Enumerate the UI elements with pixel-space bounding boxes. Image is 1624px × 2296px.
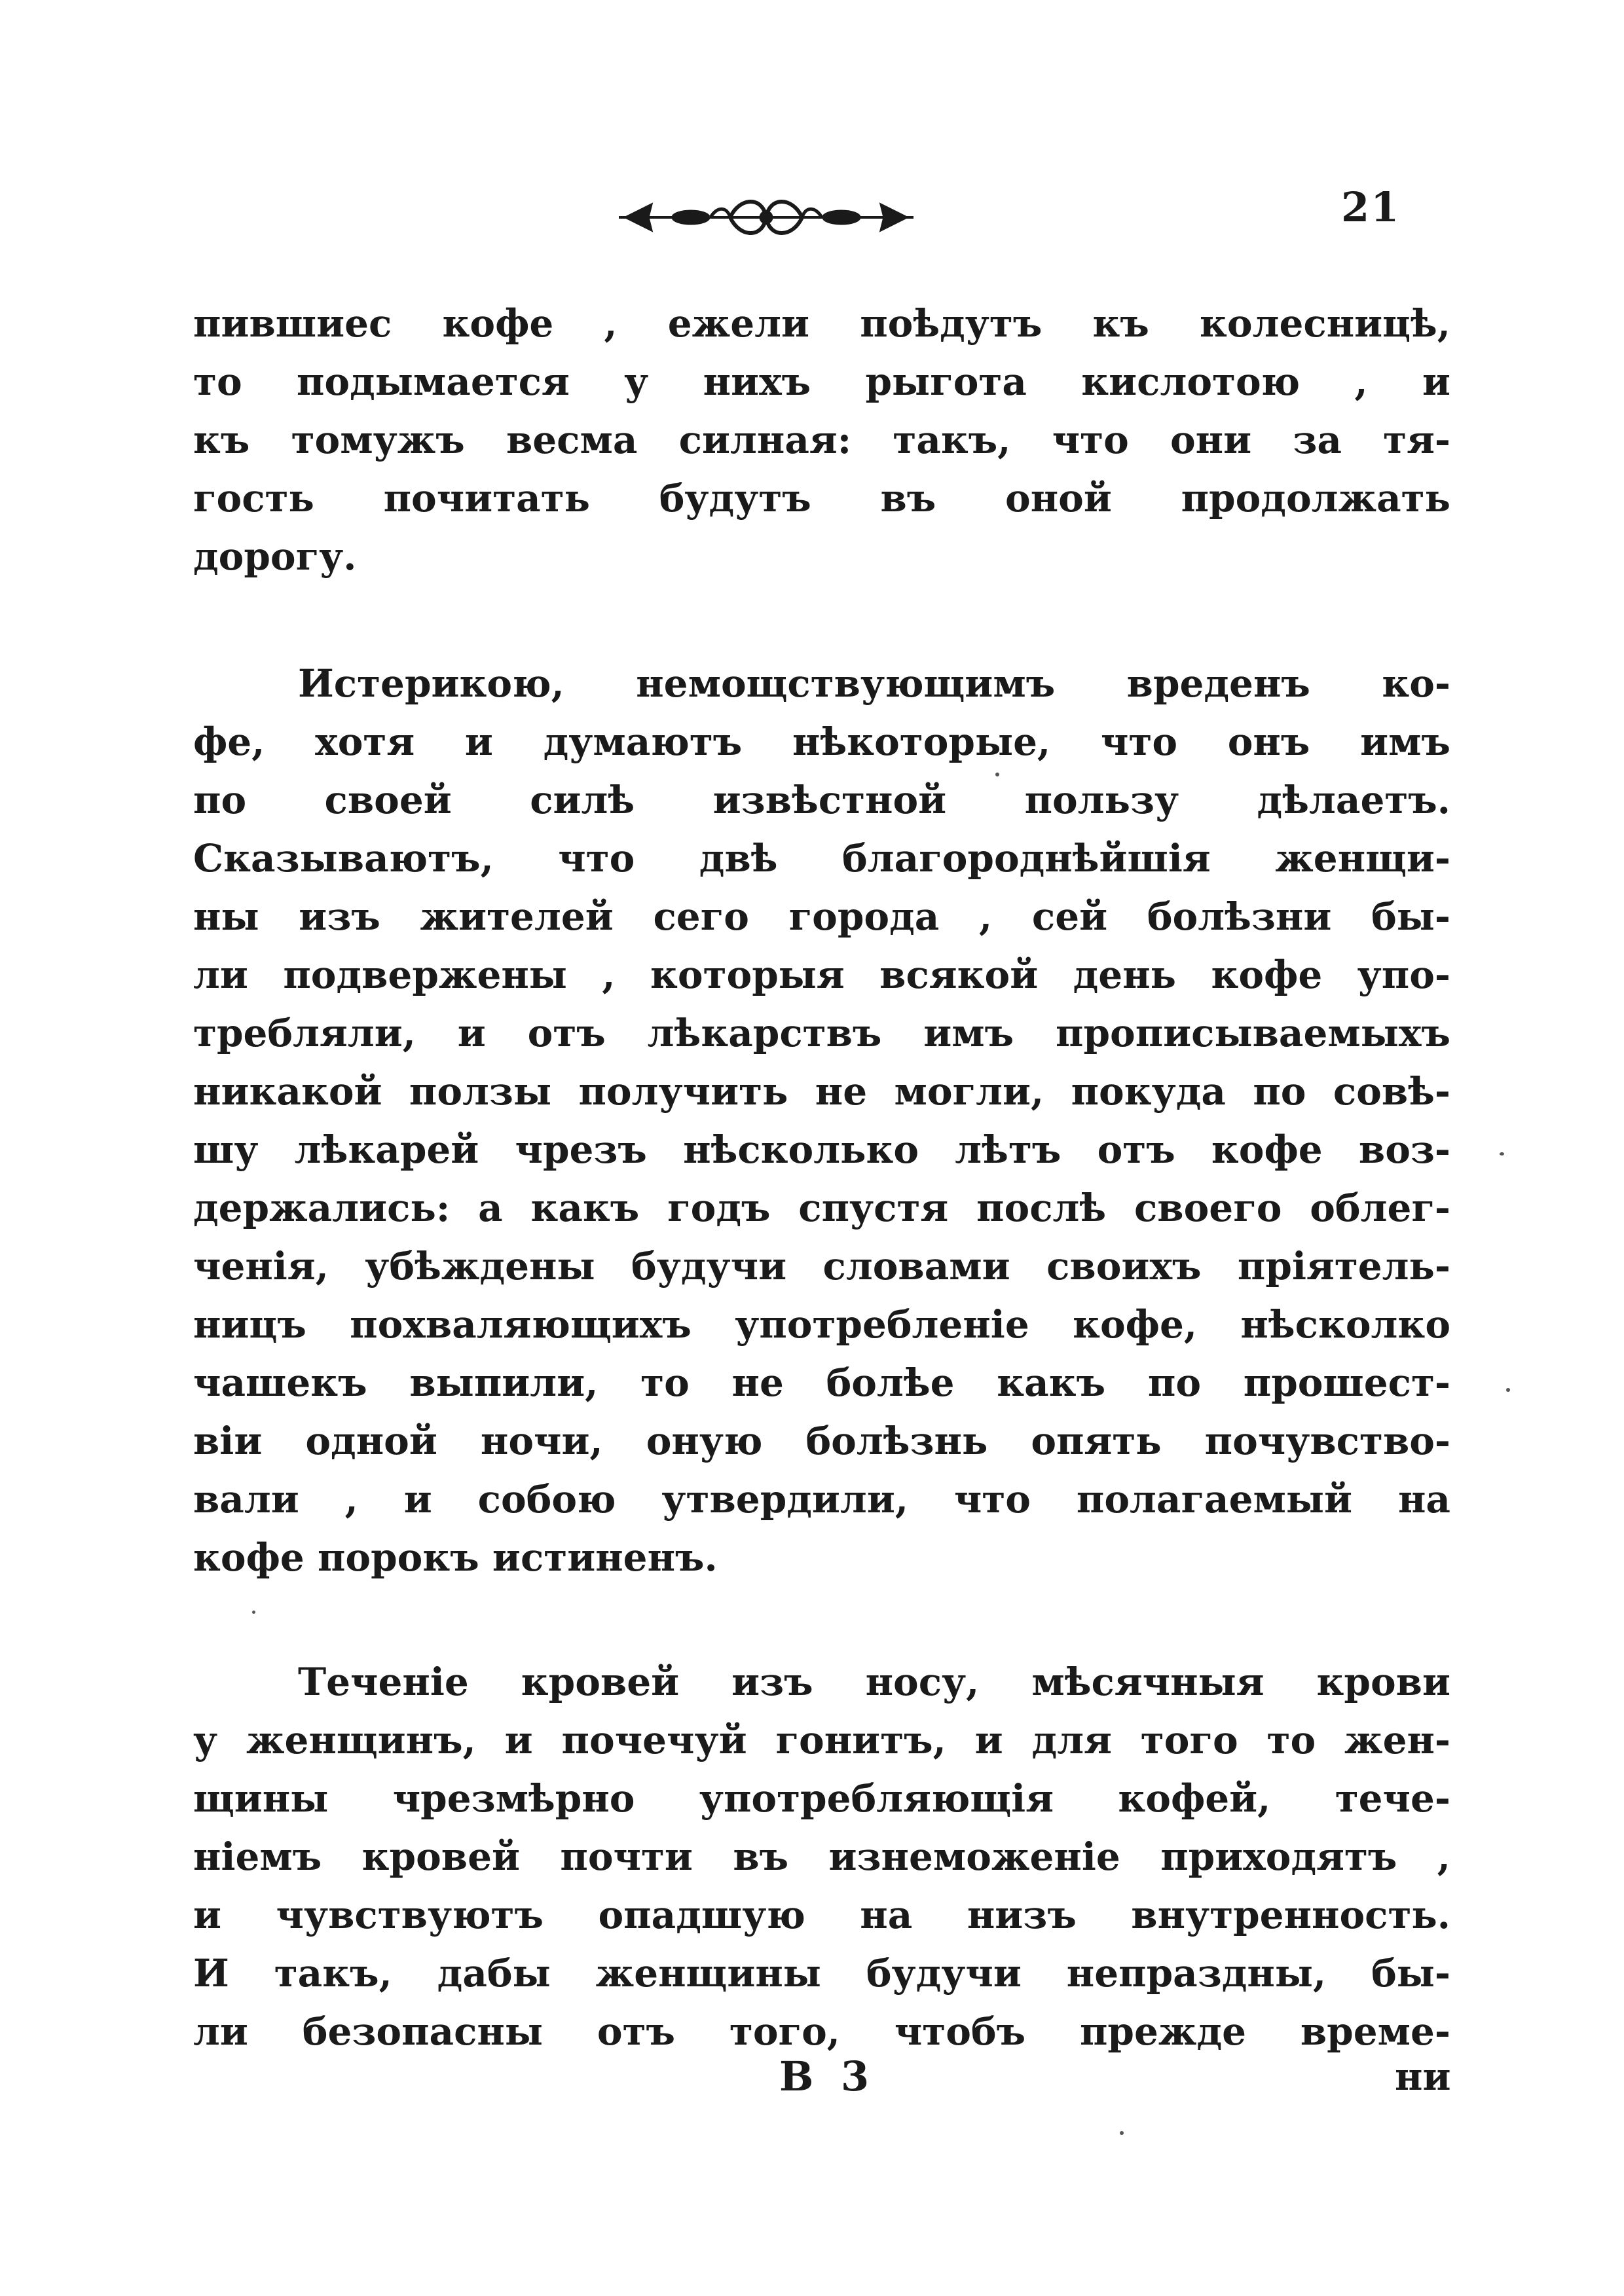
paper-speck [995,773,999,776]
ornament-icon [612,190,920,242]
text-line: по своей силѣ извѣстной пользу дѣлаетъ. [193,778,1450,822]
text-line: ли безопасны отъ того, чтобъ прежде време- [193,2009,1450,2054]
text-line: дорогу. [193,534,357,579]
text-line: шу лѣкарей чрезъ нѣсколько лѣтъ отъ кофе воз- [193,1127,1450,1172]
text-line: фе, хотя и думаютъ нѣкоторые, что онъ имъ [193,720,1450,764]
text-line: вали , и собою утвердили, что полагаемый на [193,1477,1450,1522]
text-line: держались: а какъ годъ спустя послѣ своего облег- [193,1186,1450,1230]
text-line: чашекъ выпили, то не болѣе какъ по прошест- [193,1360,1450,1405]
paragraph-3 [193,1653,1450,2061]
text-line: Теченіе кровей изъ носу, мѣсячныя крови [298,1660,1450,1704]
text-line: никакой ползы получить не могли, покуда по совѣ- [193,1069,1450,1114]
text-line: пившиес кофе , ежели поѣдутъ къ колесницѣ, [193,301,1450,346]
text-line: ны изъ жителей сего города , сей болѣзни бы- [193,894,1450,939]
signature-mark: В 3 [779,2052,876,2100]
paper-speck [1500,1152,1504,1156]
text-line: кофе порокъ истиненъ. [193,1535,718,1580]
text-line: у женщинъ, и почечуй гонитъ, и для того то жен- [193,1718,1450,1762]
text-line: И такъ, дабы женщины будучи непраздны, бы- [193,1951,1450,1995]
text-line: къ томужъ весма силная: такъ, что они за тя- [193,418,1450,462]
text-line: ченія, убѣждены будучи словами своихъ пріятель- [193,1244,1450,1288]
paper-speck [1120,2131,1124,2135]
text-line: ніемъ кровей почти въ изнеможеніе приходятъ , [193,1834,1450,1879]
text-line: ницъ похваляющихъ употребленіе кофе, нѣсколко [193,1302,1450,1347]
text-line: гость почитать будутъ въ оной продолжать [193,476,1450,520]
text-line: щины чрезмѣрно употребляющія кофей, тече- [193,1776,1450,1821]
paragraph-2 [193,655,1450,1587]
text-line: віи одной ночи, оную болѣзнь опять почувство- [193,1419,1450,1463]
paragraph-1 [193,295,1450,586]
text-line: Истерикою, немощствующимъ вреденъ ко- [298,661,1450,706]
text-line: то подымается у нихъ рыгота кислотою , и [193,359,1450,404]
text-line: Сказываютъ, что двѣ благороднѣйшія женщи- [193,836,1450,881]
catchword: ни [1395,2054,1451,2099]
paper-speck [252,1611,255,1614]
text-line: требляли, и отъ лѣкарствъ имъ прописываемыхъ [193,1011,1450,1055]
text-line: и чувствуютъ опадшую на низъ внутренность. [193,1893,1450,1937]
paper-speck [1506,1388,1510,1392]
page-number: 21 [1341,183,1401,231]
text-line: ли подвержены , которыя всякой день кофе упо- [193,953,1450,997]
